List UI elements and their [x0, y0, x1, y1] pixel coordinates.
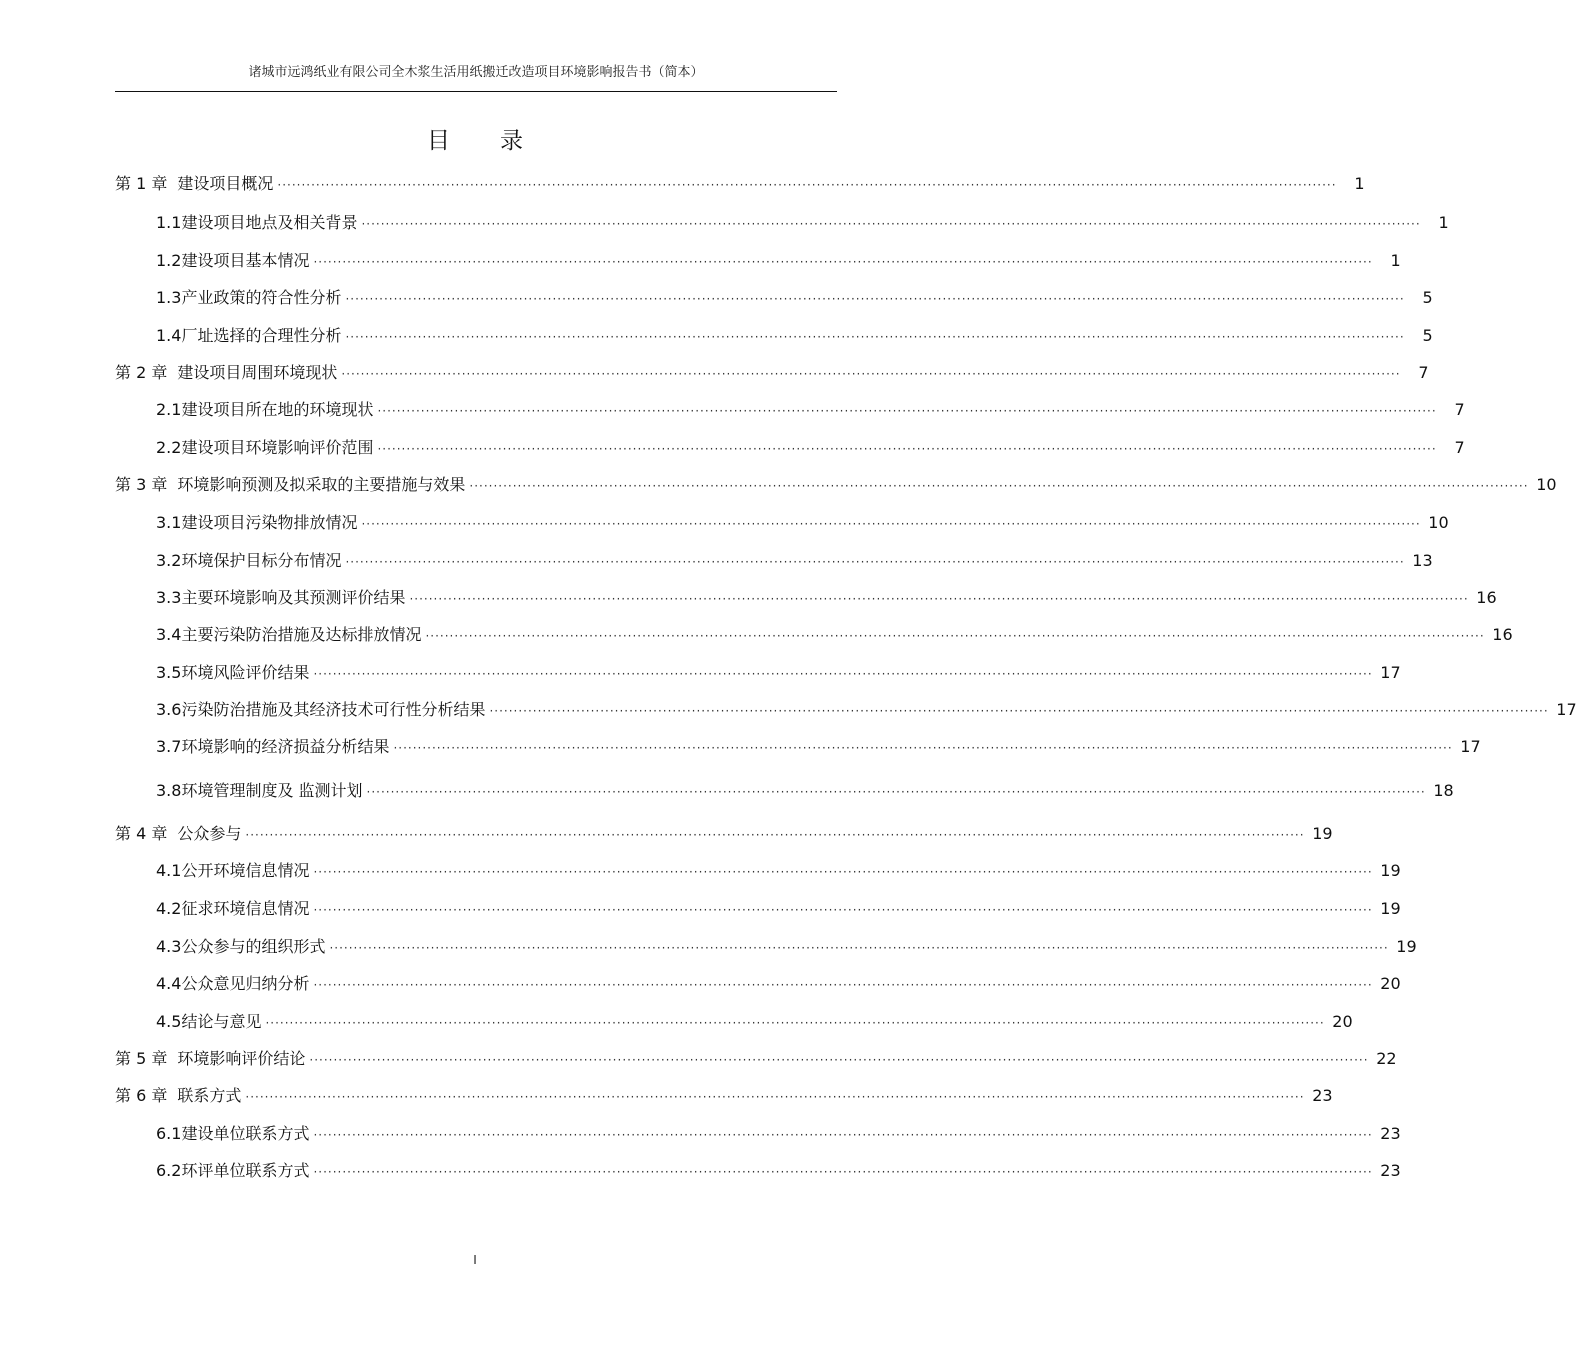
toc-entry-page: 20	[1380, 974, 1401, 993]
toc-entry-number: 4.5	[156, 1012, 182, 1031]
toc-chapter-entry[interactable]	[115, 1084, 1333, 1109]
toc-entry-number: 3.3	[156, 588, 182, 607]
toc-section-entry[interactable]	[156, 436, 1465, 461]
toc-section-entry[interactable]	[156, 623, 1513, 648]
toc-entry-title: 环境影响评价结论	[177, 1049, 306, 1068]
toc-entry-title: 公开环境信息情况	[181, 861, 310, 880]
dot-leader: ····························································································································································································································	[313, 1128, 1373, 1142]
toc-chapter-entry[interactable]	[115, 473, 1557, 498]
dot-leader: ····························································································································································································································	[409, 592, 1469, 606]
toc-entry-number: 3.4	[156, 625, 182, 644]
toc-entry-number: 4.1	[156, 861, 182, 880]
toc-entry-number: 第 3 章	[115, 475, 168, 494]
toc-entry-title: 公众参与的组织形式	[181, 937, 326, 956]
toc-entry-title: 联系方式	[177, 1086, 242, 1105]
toc-section-entry[interactable]	[156, 586, 1497, 611]
toc-entry-page: 1	[1354, 174, 1365, 193]
dot-leader: ····························································································································································································································	[313, 978, 1373, 992]
toc-section-entry[interactable]	[156, 698, 1577, 723]
toc-entry-title: 环境保护目标分布情况	[181, 551, 342, 570]
toc-entry-title: 建设单位联系方式	[181, 1124, 310, 1143]
toc-section-entry[interactable]	[156, 935, 1417, 960]
toc-entry-number: 第 1 章	[115, 174, 168, 193]
toc-section-entry[interactable]	[156, 1010, 1353, 1035]
toc-entry-number: 3.2	[156, 551, 182, 570]
toc-entry-number: 6.2	[156, 1161, 182, 1180]
toc-entry-number: 1.2	[156, 251, 182, 270]
toc-section-entry[interactable]	[156, 859, 1401, 884]
toc-entry-title: 公众参与	[177, 824, 242, 843]
toc-entry-number: 2.2	[156, 438, 182, 457]
dot-leader: ····························································································································································································································	[345, 292, 1405, 306]
toc-entry-page: 1	[1390, 251, 1401, 270]
toc-entry-page: 19	[1380, 861, 1401, 880]
dot-leader: ····························································································································································································································	[489, 704, 1549, 718]
toc-entry-page: 16	[1476, 588, 1497, 607]
toc-chapter-entry[interactable]	[115, 1047, 1397, 1072]
toc-entry-number: 6.1	[156, 1124, 182, 1143]
toc-entry-title: 建设项目基本情况	[181, 251, 310, 270]
toc-chapter-entry[interactable]	[115, 822, 1333, 847]
toc-entry-page: 7	[1454, 438, 1465, 457]
dot-leader: ····························································································································································································································	[377, 404, 1437, 418]
toc-entry-number: 4.3	[156, 937, 182, 956]
toc-entry-number: 4.4	[156, 974, 182, 993]
toc-entry-page: 19	[1396, 937, 1417, 956]
dot-leader: ····························································································································································································································	[313, 255, 1373, 269]
toc-entry-number: 第 5 章	[115, 1049, 168, 1068]
toc-entry-number: 1.3	[156, 288, 182, 307]
toc-entry-title: 环境管理制度及 监测计划	[181, 781, 363, 800]
toc-entry-page: 23	[1380, 1161, 1401, 1180]
toc-section-entry[interactable]	[156, 735, 1481, 760]
toc-entry-page: 5	[1422, 288, 1433, 307]
dot-leader: ····························································································································································································································	[361, 217, 1421, 231]
toc-entry-title: 建设项目污染物排放情况	[181, 513, 358, 532]
toc-entry-title: 环评单位联系方式	[181, 1161, 310, 1180]
toc-entry-page: 5	[1422, 326, 1433, 345]
dot-leader: ····························································································································································································································	[245, 1090, 1305, 1104]
dot-leader: ····························································································································································································································	[345, 330, 1405, 344]
toc-entry-title: 建设项目周围环境现状	[177, 363, 338, 382]
toc-section-entry[interactable]	[156, 324, 1433, 349]
toc-entry-page: 23	[1380, 1124, 1401, 1143]
dot-leader: ····························································································································································································································	[425, 629, 1485, 643]
toc-section-entry[interactable]	[156, 211, 1449, 236]
toc-entry-title: 结论与意见	[181, 1012, 262, 1031]
toc-entry-number: 第 2 章	[115, 363, 168, 382]
toc-entry-number: 3.7	[156, 737, 182, 756]
toc-entry-number: 3.1	[156, 513, 182, 532]
toc-entry-page: 10	[1428, 513, 1449, 532]
running-header: 诸城市远鸿纸业有限公司全木浆生活用纸搬迁改造项目环境影响报告书（简本）	[248, 65, 704, 80]
dot-leader: ····························································································································································································································	[377, 442, 1437, 456]
toc-entry-number: 第 4 章	[115, 824, 168, 843]
toc-entry-title: 建设项目地点及相关背景	[181, 213, 358, 232]
toc-section-entry[interactable]	[156, 511, 1449, 536]
toc-entry-page: 7	[1454, 400, 1465, 419]
dot-leader: ····························································································································································································································	[313, 903, 1373, 917]
toc-entry-number: 3.8	[156, 781, 182, 800]
toc-entry-title: 环境影响的经济损益分析结果	[181, 737, 390, 756]
toc-section-entry[interactable]	[156, 1159, 1401, 1184]
toc-section-entry[interactable]	[156, 897, 1401, 922]
dot-leader: ····························································································································································································································	[313, 1165, 1373, 1179]
toc-section-entry[interactable]	[156, 661, 1401, 686]
toc-section-entry[interactable]	[156, 286, 1433, 311]
toc-entry-title: 建设项目概况	[177, 174, 274, 193]
toc-entry-page: 19	[1312, 824, 1333, 843]
toc-entry-number: 3.5	[156, 663, 182, 682]
dot-leader: ····························································································································································································································	[361, 517, 1421, 531]
toc-entry-title: 产业政策的符合性分析	[181, 288, 342, 307]
toc-entry-title: 污染防治措施及其经济技术可行性分析结果	[181, 700, 486, 719]
dot-leader: ····························································································································································································································	[313, 865, 1373, 879]
dot-leader: ····························································································································································································································	[245, 828, 1305, 842]
toc-entry-number: 3.6	[156, 700, 182, 719]
dot-leader: ····························································································································································································································	[313, 667, 1373, 681]
toc-entry-page: 22	[1376, 1049, 1397, 1068]
toc-entry-number: 第 6 章	[115, 1086, 168, 1105]
page-number: I	[473, 1253, 477, 1267]
toc-entry-page: 1	[1438, 213, 1449, 232]
toc-section-entry[interactable]	[156, 1122, 1401, 1147]
page-title: 目录	[427, 128, 573, 154]
dot-leader: ····························································································································································································································	[329, 941, 1389, 955]
toc-entry-title: 环境风险评价结果	[181, 663, 310, 682]
toc-entry-page: 7	[1418, 363, 1429, 382]
toc-entry-title: 征求环境信息情况	[181, 899, 310, 918]
dot-leader: ····························································································································································································································	[265, 1016, 1325, 1030]
toc-entry-title: 建设项目所在地的环境现状	[181, 400, 374, 419]
toc-entry-number: 2.1	[156, 400, 182, 419]
toc-entry-title: 主要环境影响及其预测评价结果	[181, 588, 406, 607]
dot-leader: ····························································································································································································································	[309, 1053, 1369, 1067]
toc-entry-page: 13	[1412, 551, 1433, 570]
toc-entry-title: 厂址选择的合理性分析	[181, 326, 342, 345]
toc-chapter-entry[interactable]	[115, 172, 1365, 197]
toc-entry-title: 建设项目环境影响评价范围	[181, 438, 374, 457]
toc-entry-title: 主要污染防治措施及达标排放情况	[181, 625, 422, 644]
toc-entry-page: 16	[1492, 625, 1513, 644]
toc-section-entry[interactable]	[156, 549, 1433, 574]
toc-entry-page: 17	[1460, 737, 1481, 756]
toc-entry-page: 23	[1312, 1086, 1333, 1105]
toc-entry-page: 18	[1433, 781, 1454, 800]
toc-entry-page: 17	[1380, 663, 1401, 682]
toc-section-entry[interactable]	[156, 779, 1454, 804]
toc-entry-page: 20	[1332, 1012, 1353, 1031]
dot-leader: ····························································································································································································································	[469, 479, 1529, 493]
toc-entry-page: 17	[1556, 700, 1577, 719]
dot-leader: ····························································································································································································································	[366, 785, 1426, 799]
toc-entry-title: 环境影响预测及拟采取的主要措施与效果	[177, 475, 466, 494]
dot-leader: ····························································································································································································································	[341, 367, 1401, 381]
toc-entry-number: 4.2	[156, 899, 182, 918]
dot-leader: ····························································································································································································································	[345, 555, 1405, 569]
toc-chapter-entry[interactable]	[115, 361, 1429, 386]
toc-entry-number: 1.4	[156, 326, 182, 345]
toc-entry-number: 1.1	[156, 213, 182, 232]
toc-section-entry[interactable]	[156, 249, 1401, 274]
toc-entry-page: 10	[1536, 475, 1557, 494]
toc-section-entry[interactable]	[156, 398, 1465, 423]
toc-entry-title: 公众意见归纳分析	[181, 974, 310, 993]
toc-entry-page: 19	[1380, 899, 1401, 918]
toc-section-entry[interactable]	[156, 972, 1401, 997]
dot-leader: ····························································································································································································································	[393, 741, 1453, 755]
dot-leader: ····························································································································································································································	[277, 178, 1337, 192]
